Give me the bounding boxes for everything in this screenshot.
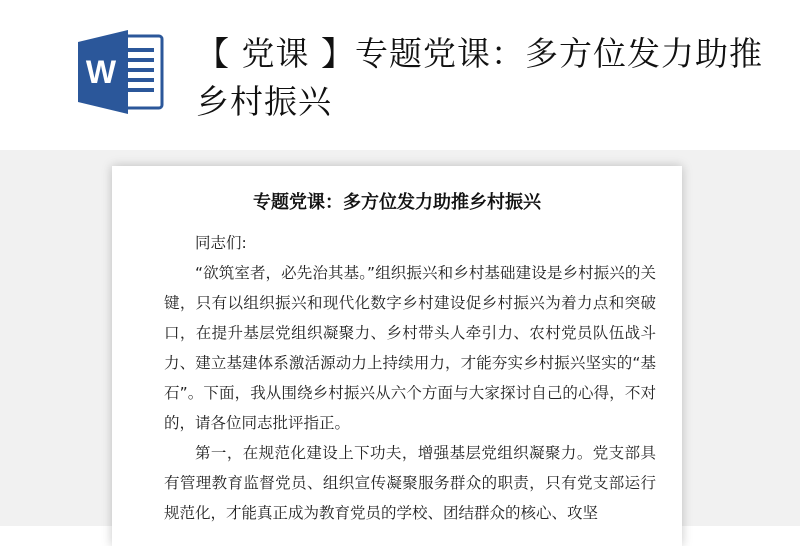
page-title: 【 党课 】专题党课：多方位发力助推乡村振兴 bbox=[196, 34, 763, 121]
greeting-line: 同志们: bbox=[195, 234, 247, 252]
header-banner bbox=[0, 0, 800, 150]
document-body bbox=[164, 228, 656, 528]
word-icon-letter: W bbox=[85, 54, 117, 90]
document-page bbox=[112, 166, 682, 546]
document-heading: 专题党课：多方位发力助推乡村振兴 bbox=[253, 192, 541, 213]
paragraph: 第一，在规范化建设上下功夫，增强基层党组织凝聚力。党支部具有管理教育监督党员、组织宣传凝聚服务群众的职责，只有党支部运行规范化，才能真正成为教育党员的学校、团结群众的核心、攻坚 bbox=[164, 444, 656, 522]
paragraph: “欲筑室者，必先治其基。”组织振兴和乡村基础建设是乡村振兴的关键，只有以组织振兴和现代化数字乡村建设促乡村振兴为着力点和突破口，在提升基层党组织凝聚力、乡村带头人牵引力、农村党员队伍战斗力、建立基建体系激活源动力上持续用力，才能夯实乡村振兴坚实的“基石”。下面，我从围绕乡村振兴从六个方面与大家探讨自己的心得，不对的，请各位同志批评指正。 bbox=[164, 264, 656, 432]
word-icon bbox=[78, 30, 164, 114]
